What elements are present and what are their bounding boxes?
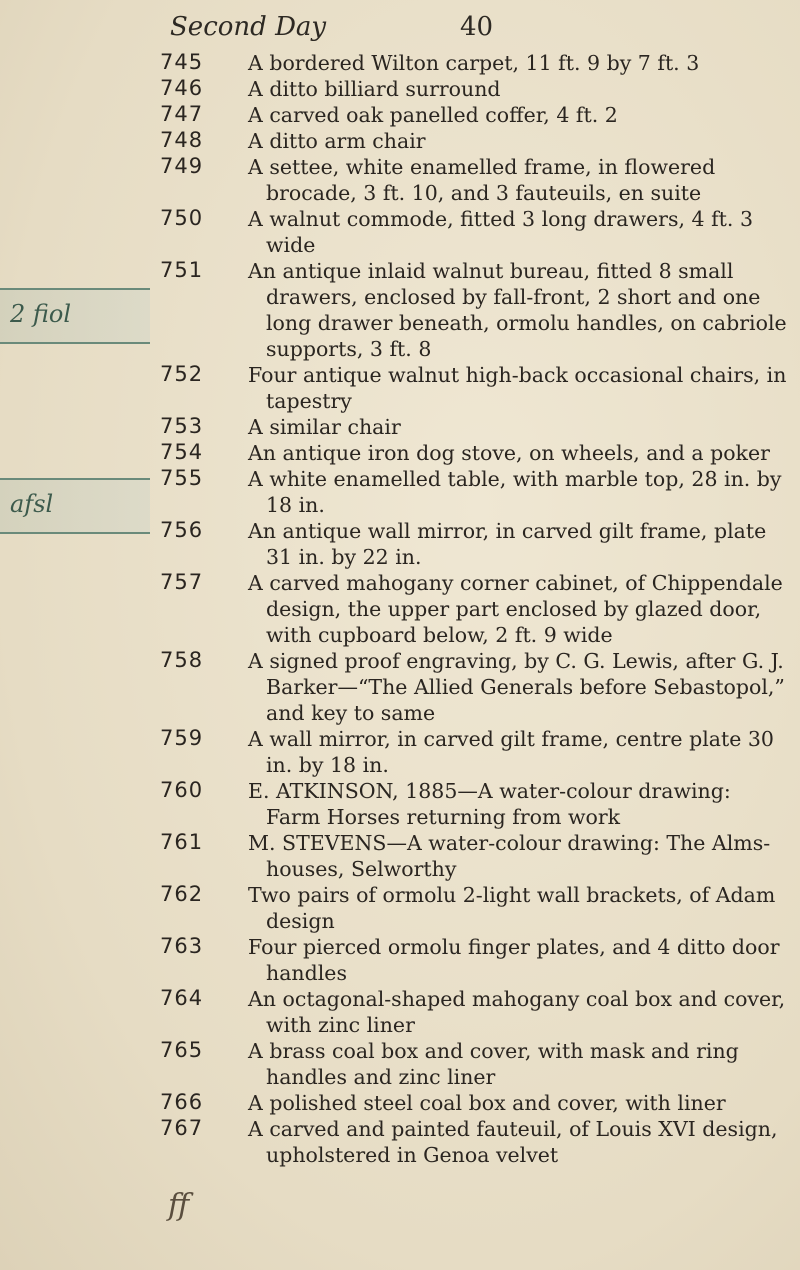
lot-description: Two pairs of ormolu 2-light wall brackets, of Adam design [248, 883, 776, 933]
lot-description: A walnut commode, fitted 3 long drawers, 4 ft. 3 wide [248, 207, 753, 257]
lot-entry [160, 154, 790, 206]
lot-entry [160, 206, 790, 258]
lot-number: 755 [160, 466, 204, 490]
lot-list [160, 50, 790, 1168]
lot-description: An antique wall mirror, in carved gilt frame, plate 31 in. by 22 in. [248, 519, 767, 569]
lot-entry [160, 518, 790, 570]
lot-description: A similar chair [248, 415, 401, 439]
lot-description: A ditto arm chair [248, 129, 426, 153]
lot-number: 765 [160, 1038, 204, 1062]
page-number: 40 [460, 12, 494, 42]
lot-description: Four antique walnut high-back occasional chairs, in tapestry [248, 363, 787, 413]
lot-number: 751 [160, 258, 204, 282]
lot-number: 759 [160, 726, 204, 750]
lot-entry [160, 76, 790, 102]
lot-number: 746 [160, 76, 204, 100]
lot-number: 745 [160, 50, 204, 74]
lot-number: 760 [160, 778, 204, 802]
lot-entry [160, 1116, 790, 1168]
lot-entry [160, 934, 790, 986]
lot-description: A white enamelled table, with marble top, 28 in. by 18 in. [248, 467, 782, 517]
lot-number: 747 [160, 102, 204, 126]
lot-entry [160, 362, 790, 414]
lot-number: 756 [160, 518, 204, 542]
lot-entry [160, 1038, 790, 1090]
lot-number: 757 [160, 570, 204, 594]
lot-number: 764 [160, 986, 204, 1010]
lot-entry [160, 128, 790, 154]
lot-description: M. STEVENS—A water-colour drawing: The Alms-houses, Selworthy [248, 831, 771, 881]
lot-number: 750 [160, 206, 204, 230]
lot-entry [160, 778, 790, 830]
lot-description: A carved mahogany corner cabinet, of Chippendale design, the upper part enclosed by glazed door, with cupboard below, 2 ft. 9 wide [248, 571, 783, 647]
lot-entry [160, 258, 790, 362]
page-header [170, 12, 780, 52]
lot-description: An antique iron dog stove, on wheels, and a poker [248, 441, 770, 465]
lot-description: A brass coal box and cover, with mask and ring handles and zinc liner [248, 1039, 739, 1089]
lot-description: An octagonal-shaped mahogany coal box and cover, with zinc liner [248, 987, 786, 1037]
lot-entry [160, 986, 790, 1038]
lot-number: 754 [160, 440, 204, 464]
lot-number: 758 [160, 648, 204, 672]
lot-entry [160, 830, 790, 882]
lot-number: 763 [160, 934, 204, 958]
sticker-fragment: 2 fiol [10, 300, 72, 328]
lot-number: 766 [160, 1090, 204, 1114]
lot-number: 748 [160, 128, 204, 152]
lot-number: 767 [160, 1116, 204, 1140]
lot-description: Four pierced ormolu finger plates, and 4 ditto door handles [248, 935, 780, 985]
lot-number: 749 [160, 154, 204, 178]
lot-description: E. ATKINSON, 1885—A water-colour drawing: Farm Horses returning from work [248, 779, 731, 829]
lot-description: A carved and painted fauteuil, of Louis XVI design, upholstered in Genoa velvet [248, 1117, 778, 1167]
lot-entry [160, 882, 790, 934]
lot-description: A signed proof engraving, by C. G. Lewis, after G. J. Barker—“The Allied Generals before Sebastopol,” and key to same [248, 649, 785, 725]
pencil-mark: ff [168, 1188, 190, 1223]
lot-entry [160, 50, 790, 76]
sticker-fragment: afsl [10, 490, 54, 518]
lot-entry [160, 726, 790, 778]
lot-entry [160, 648, 790, 726]
lot-description: A carved oak panelled coffer, 4 ft. 2 [248, 103, 618, 127]
lot-description: An antique inlaid walnut bureau, fitted 8 small drawers, enclosed by fall-front, 2 short and one long drawer beneath, ormolu handles, on cabriole supports, 3 ft. 8 [248, 259, 787, 361]
lot-entry [160, 414, 790, 440]
lot-description: A polished steel coal box and cover, with liner [248, 1091, 726, 1115]
lot-description: A wall mirror, in carved gilt frame, centre plate 30 in. by 18 in. [248, 727, 774, 777]
day-label: Second Day [170, 12, 327, 42]
lot-entry [160, 1090, 790, 1116]
lot-entry [160, 102, 790, 128]
lot-entry [160, 440, 790, 466]
lot-description: A settee, white enamelled frame, in flowered brocade, 3 ft. 10, and 3 fauteuils, en suite [248, 155, 716, 205]
lot-entry [160, 570, 790, 648]
lot-number: 762 [160, 882, 204, 906]
lot-description: A ditto billiard surround [248, 77, 501, 101]
lot-number: 753 [160, 414, 204, 438]
lot-number: 752 [160, 362, 204, 386]
lot-number: 761 [160, 830, 204, 854]
lot-tag-sticker [0, 478, 150, 534]
lot-entry [160, 466, 790, 518]
lot-tag-sticker [0, 288, 150, 344]
lot-description: A bordered Wilton carpet, 11 ft. 9 by 7 ft. 3 [248, 51, 700, 75]
